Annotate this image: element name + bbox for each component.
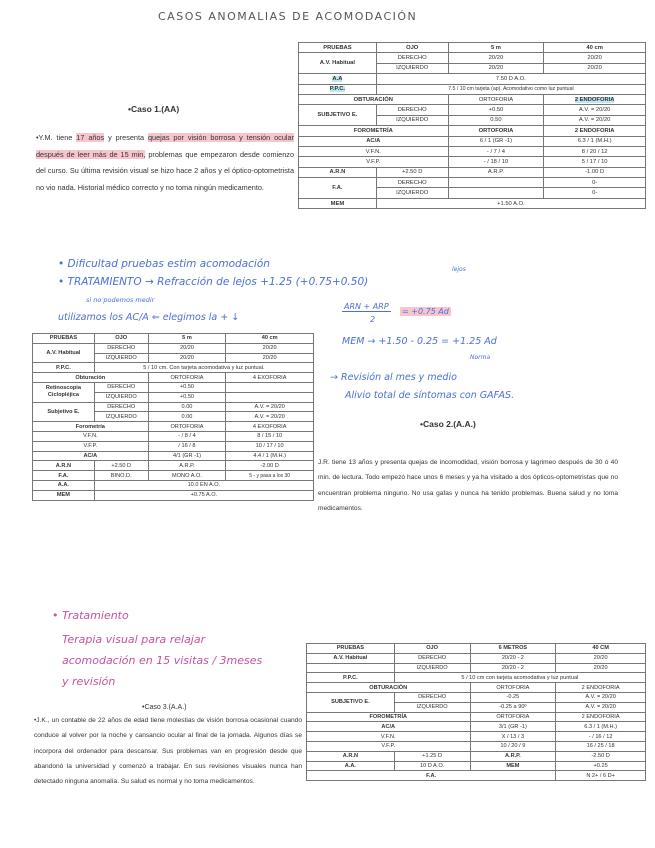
table-cell: DERECHO — [394, 692, 470, 702]
note-line: Terapia visual para relajar — [62, 633, 206, 646]
table-cell: Forometría — [33, 422, 149, 432]
table-cell — [544, 94, 646, 104]
table-cell: OBTURACIÓN — [299, 94, 449, 104]
table-row — [307, 761, 646, 771]
table-row — [33, 480, 314, 490]
table-row — [33, 490, 314, 500]
table-cell: OJO — [376, 43, 448, 53]
table-cell: 20/20 — [448, 63, 544, 73]
table-cell: 10 / 20 / 9 — [470, 741, 556, 751]
table-cell: 10 D A.O. — [394, 761, 470, 771]
table-cell: A.V. = 20/20 — [556, 692, 646, 702]
table-cell: A.V. = 20/20 — [226, 412, 314, 422]
table-row — [33, 382, 314, 392]
table-cell: V.F.N. — [307, 732, 471, 742]
note-line: y revisión — [62, 675, 116, 688]
table-cell: A.A. — [33, 480, 95, 490]
table-row — [299, 178, 646, 188]
table-cell: DERECHO — [94, 343, 148, 353]
table-cell: 7.5 / 10 cm tarjeta (ap). Acomodativo como luz puntual — [376, 84, 645, 94]
case1-heading: •Caso 1.(AA) — [128, 104, 180, 114]
table-row — [299, 198, 646, 208]
table-row — [307, 751, 646, 761]
table-cell: MEM — [470, 761, 556, 771]
table-cell: 6.3 / 1 (M.H.) — [544, 136, 646, 146]
table-row — [33, 334, 314, 344]
table-cell: SUBJETIVO E. — [299, 105, 377, 126]
table-cell: 20/20 — [448, 53, 544, 63]
table-row — [299, 94, 646, 104]
table-cell: -2.00 D — [226, 461, 314, 471]
table-row — [299, 84, 646, 94]
table-cell: V.F.N. — [299, 146, 449, 156]
table-cell: 0.50 — [448, 115, 544, 125]
note-line: → Revisión al mes y medio — [330, 372, 457, 383]
table-cell: IZQUIERDO — [94, 353, 148, 363]
note-line: • TRATAMIENTO → Refracción de lejos +1.25 (+0.75+0.50) — [58, 276, 369, 288]
table-cell: A.R.N — [33, 461, 95, 471]
table-cell: +0.50 — [148, 382, 226, 392]
table-cell: -0.25 — [470, 692, 556, 702]
table-cell: Retinoscopia Ciclopléjica — [33, 382, 95, 402]
text-span: y presenta — [104, 133, 148, 142]
text-span: problemas que empezaron desde comienzo del curso. Su última revisión visual se hizo hace 2 años y el óptico-optometrista no vio nada. Historial médico correcto y no toma ningún medicamento. — [36, 149, 295, 192]
table-row — [307, 673, 646, 683]
table-row — [307, 683, 646, 693]
table-cell — [299, 74, 377, 84]
table-cell: - / 16 / 12 — [556, 732, 646, 742]
table-cell: A.V. Habitual — [33, 343, 95, 363]
table-cell: +2.50 D — [94, 461, 148, 471]
table-row — [33, 343, 314, 353]
table-cell: 40 cm — [544, 43, 646, 53]
table-cell: -2.50 D — [556, 751, 646, 761]
note-fraction-bottom: 2 — [370, 315, 376, 324]
table-cell: 20/20 — [556, 653, 646, 663]
table-cell: +0.25 — [556, 761, 646, 771]
table-cell: DERECHO — [394, 653, 470, 663]
table-cell: 5 / 17 / 10 — [544, 157, 646, 167]
table-cell: - / 7 / 4 — [448, 146, 544, 156]
table-cell: BINO.D. — [94, 471, 148, 481]
table-cell: A.V. Habitual — [299, 53, 377, 74]
table-row — [307, 712, 646, 722]
table-cell — [307, 663, 395, 673]
table-cell: AC/A — [33, 451, 149, 461]
table-cell: PRUEBAS — [33, 334, 95, 344]
table-row — [299, 167, 646, 177]
table-cell: 4 EXOFORIA — [226, 422, 314, 432]
table-cell — [226, 382, 314, 392]
note-line: acomodación en 15 visitas / 3meses — [62, 654, 263, 667]
note-fraction-top: ARN + ARP — [344, 302, 389, 311]
table-cell: +1.25 D — [394, 751, 470, 761]
table-row — [33, 431, 314, 441]
note-line: • Tratamiento — [52, 609, 129, 622]
table-cell: FOROMETRÍA — [307, 712, 471, 722]
table-cell: 10 / 17 / 10 — [226, 441, 314, 451]
table-cell: ORTOFORIA — [148, 373, 226, 383]
table-row — [299, 53, 646, 63]
table-row — [299, 74, 646, 84]
table-cell: 40 cm — [226, 334, 314, 344]
table-cell: 20/20 — [226, 343, 314, 353]
table-row — [299, 136, 646, 146]
table-cell: A.R.N — [299, 167, 377, 177]
table-cell: 20/20 — [148, 353, 226, 363]
table-cell: FOROMETRÍA — [299, 126, 449, 136]
table-row — [307, 653, 646, 663]
highlighted-text: quejas por visión borrosa y tensión ocular después de leer más de 15 min, — [36, 133, 294, 159]
table-cell: P.P.C. — [33, 363, 95, 373]
table-cell: PRUEBAS — [307, 644, 395, 654]
case2-exam-table — [32, 333, 314, 501]
table-cell: N 2+ / 6 D+ — [556, 771, 646, 781]
table-cell: OJO — [394, 644, 470, 654]
table-row — [299, 126, 646, 136]
table-cell: OJO — [94, 334, 148, 344]
table-cell: MEM — [33, 490, 95, 500]
note-line: MEM → +1.50 - 0.25 = +1.25 Ad — [342, 336, 497, 347]
table-cell: 8 / 20 / 12 — [544, 146, 646, 156]
table-cell: 8 / 15 / 10 — [226, 431, 314, 441]
table-cell: 5 / 10 cm con tarjeta acomodativa y luz puntual — [394, 673, 645, 683]
table-cell: +2.50 D — [376, 167, 448, 177]
table-cell: V.F.N. — [33, 431, 149, 441]
table-cell: AC/A — [299, 136, 449, 146]
table-row — [307, 692, 646, 702]
note-superscript: lejos — [452, 266, 466, 273]
table-cell: 20/20 — [544, 53, 646, 63]
table-cell: A.R.P. — [448, 167, 544, 177]
table-cell: Subjetivo E. — [33, 402, 95, 422]
table-cell: A.R.P. — [148, 461, 226, 471]
table-row — [307, 741, 646, 751]
table-row — [307, 732, 646, 742]
table-cell: +1.50 A.O. — [376, 198, 645, 208]
table-cell: 5 - y pasa a los 30 — [226, 471, 314, 481]
page-title: CASOS ANOMALIAS DE ACOMODACIÓN — [158, 10, 418, 23]
table-row — [33, 471, 314, 481]
table-cell: DERECHO — [376, 178, 448, 188]
table-cell: DERECHO — [94, 402, 148, 412]
table-row — [299, 157, 646, 167]
table-row — [307, 771, 646, 781]
table-cell: DERECHO — [376, 105, 448, 115]
table-cell: PRUEBAS — [299, 43, 377, 53]
table-cell: 3/1 (GR -1) — [470, 722, 556, 732]
note-result: = +0.75 Ad — [402, 307, 449, 316]
table-cell: P.P.C. — [307, 673, 395, 683]
table-row — [33, 373, 314, 383]
highlighted-text: P.P.C. — [329, 86, 346, 93]
table-cell: 2 ENDOFORIA — [556, 712, 646, 722]
table-cell: 6 / 1 (GR -1) — [448, 136, 544, 146]
table-cell: 0.00 — [148, 402, 226, 412]
table-cell: 2 ENDOFORIA — [544, 126, 646, 136]
table-cell: 10.0 EN A.O. — [94, 480, 313, 490]
table-cell: 7.50 D A.O. — [376, 74, 645, 84]
table-cell: IZQUIERDO — [394, 663, 470, 673]
table-cell: A.V. = 20/20 — [544, 115, 646, 125]
table-row — [33, 363, 314, 373]
table-row — [307, 644, 646, 654]
table-cell: 6 METROS — [470, 644, 556, 654]
table-cell: +0.75 A.O. — [94, 490, 313, 500]
table-cell: 6.3 / 1 (M.H.) — [556, 722, 646, 732]
table-cell: 20/20 — [226, 353, 314, 363]
table-cell — [448, 188, 544, 198]
table-row — [33, 451, 314, 461]
table-cell: 2 ENDOFORIA — [556, 683, 646, 693]
table-cell: A.R.N — [307, 751, 395, 761]
table-row — [33, 441, 314, 451]
table-cell: X / 13 / 3 — [470, 732, 556, 742]
table-row — [33, 461, 314, 471]
table-cell: A.R.P. — [470, 751, 556, 761]
table-cell: 5 m — [448, 43, 544, 53]
table-cell: OBTURACIÓN — [307, 683, 471, 693]
table-cell: V.F.P. — [299, 157, 449, 167]
table-cell: 4 EXOFORIA — [226, 373, 314, 383]
table-cell: -0.25 a 90º — [470, 702, 556, 712]
case1-exam-table — [298, 42, 646, 209]
table-cell: A.V. = 20/20 — [544, 105, 646, 115]
table-cell: 0- — [544, 178, 646, 188]
note-line: • Dificultad pruebas estim acomodación — [58, 258, 270, 270]
table-cell: 4/1 (GR -1) — [148, 451, 226, 461]
table-cell: 0- — [544, 188, 646, 198]
table-cell: F.A. — [299, 178, 377, 199]
table-cell: - / 8 / 4 — [148, 431, 226, 441]
table-cell: A.V. = 20/20 — [556, 702, 646, 712]
highlighted-text: 2 ENDOFORIA — [574, 96, 615, 103]
highlighted-text: 17 años — [76, 133, 105, 142]
table-cell: MEM — [299, 198, 377, 208]
table-row — [299, 105, 646, 115]
table-cell: 4.4 / 1 (M.H.) — [226, 451, 314, 461]
table-cell: 16 / 25 / 18 — [556, 741, 646, 751]
table-cell: ORTOFORIA — [448, 94, 544, 104]
case2-description: J.R. tiene 13 años y presenta quejas de incomodidad, visión borrosa y lagrimeo después de 30 ó 40 min. de lectura. Todo empezó hace unos 6 meses y ya ha visitado a dos ópticos-optometristas que no encuentran problema ninguno. No usa gafas y nunca ha tenido problemas. Buena salud y no toma medicamentos. — [318, 459, 618, 512]
table-cell: IZQUIERDO — [94, 392, 148, 402]
table-cell: +0.50 — [448, 105, 544, 115]
table-cell: 20/20 — [544, 63, 646, 73]
text-span: •Y.M. tiene — [36, 133, 77, 142]
table-cell: - / 18 / 10 — [448, 157, 544, 167]
table-cell: F.A. — [307, 771, 556, 781]
table-cell — [226, 392, 314, 402]
table-cell: -1.00 D — [544, 167, 646, 177]
table-cell: 0.00 — [148, 412, 226, 422]
table-cell: IZQUIERDO — [376, 63, 448, 73]
table-cell: 5 m — [148, 334, 226, 344]
table-cell: 40 CM — [556, 644, 646, 654]
table-cell: ORTOFORIA — [470, 712, 556, 722]
table-cell: 5 / 10 cm. Con tarjeta acomodativa y luz puntual. — [94, 363, 313, 373]
table-row — [307, 722, 646, 732]
note-line: utilizamos los AC/A ⇐ elegimos la + ↓ — [58, 312, 240, 323]
table-row — [307, 663, 646, 673]
case3-exam-table — [306, 643, 646, 781]
table-cell: +0.50 — [148, 392, 226, 402]
case3-description: •J.K., un contable de 22 años de edad tiene molestias de visión borrosa ocasional cuando conduce al volver por la noche y cansancio ocular al final de la jornada. Algunos días se incorpora del ordenador para descansar. Sus problemas van en progresión desde que abandonó la universidad y comenzó a trabajar. En sus revisiones visuales nunca han detectado ninguna anomalía. Su salud es normal y no toma medicamentos. — [34, 717, 302, 786]
table-cell: ORTOFORIA — [448, 126, 544, 136]
table-cell: DERECHO — [94, 382, 148, 392]
table-cell: V.F.P. — [33, 441, 149, 451]
table-cell: IZQUIERDO — [394, 702, 470, 712]
table-row — [299, 43, 646, 53]
table-cell: MONO A.O. — [148, 471, 226, 481]
case3-heading: •Caso 3.(A.A.) — [142, 704, 187, 711]
table-cell — [448, 178, 544, 188]
table-cell: Obturación — [33, 373, 149, 383]
note-line: Alivio total de síntomas con GAFAS. — [345, 390, 515, 401]
table-cell: F.A. — [33, 471, 95, 481]
table-cell — [299, 84, 377, 94]
note-subscript: Norma — [470, 354, 491, 361]
table-cell: V.F.P. — [307, 741, 471, 751]
note-small: si no podemos medir — [86, 296, 155, 304]
table-row — [33, 422, 314, 432]
table-row — [299, 146, 646, 156]
table-cell: 20/20 - 2 — [470, 663, 556, 673]
table-cell: IZQUIERDO — [376, 188, 448, 198]
table-cell: A.V. Habitual — [307, 653, 395, 663]
case1-description — [36, 130, 294, 196]
table-cell: IZQUIERDO — [94, 412, 148, 422]
table-cell: ORTOFORIA — [470, 683, 556, 693]
highlighted-text: A.A — [332, 75, 343, 82]
table-cell: A.V. = 20/20 — [226, 402, 314, 412]
table-cell: A.A. — [307, 761, 395, 771]
table-cell: / 16 / 8 — [148, 441, 226, 451]
case2-heading: •Caso 2.(A.A.) — [420, 419, 476, 429]
table-cell: 20/20 — [556, 663, 646, 673]
table-cell: 20/20 — [148, 343, 226, 353]
table-cell: DERECHO — [376, 53, 448, 63]
table-cell: IZQUIERDO — [376, 115, 448, 125]
table-cell: 20/20 - 2 — [470, 653, 556, 663]
table-row — [33, 402, 314, 412]
table-cell: AC/A — [307, 722, 471, 732]
table-cell: ORTOFORIA — [148, 422, 226, 432]
table-cell: SUBJETIVO E. — [307, 692, 395, 712]
